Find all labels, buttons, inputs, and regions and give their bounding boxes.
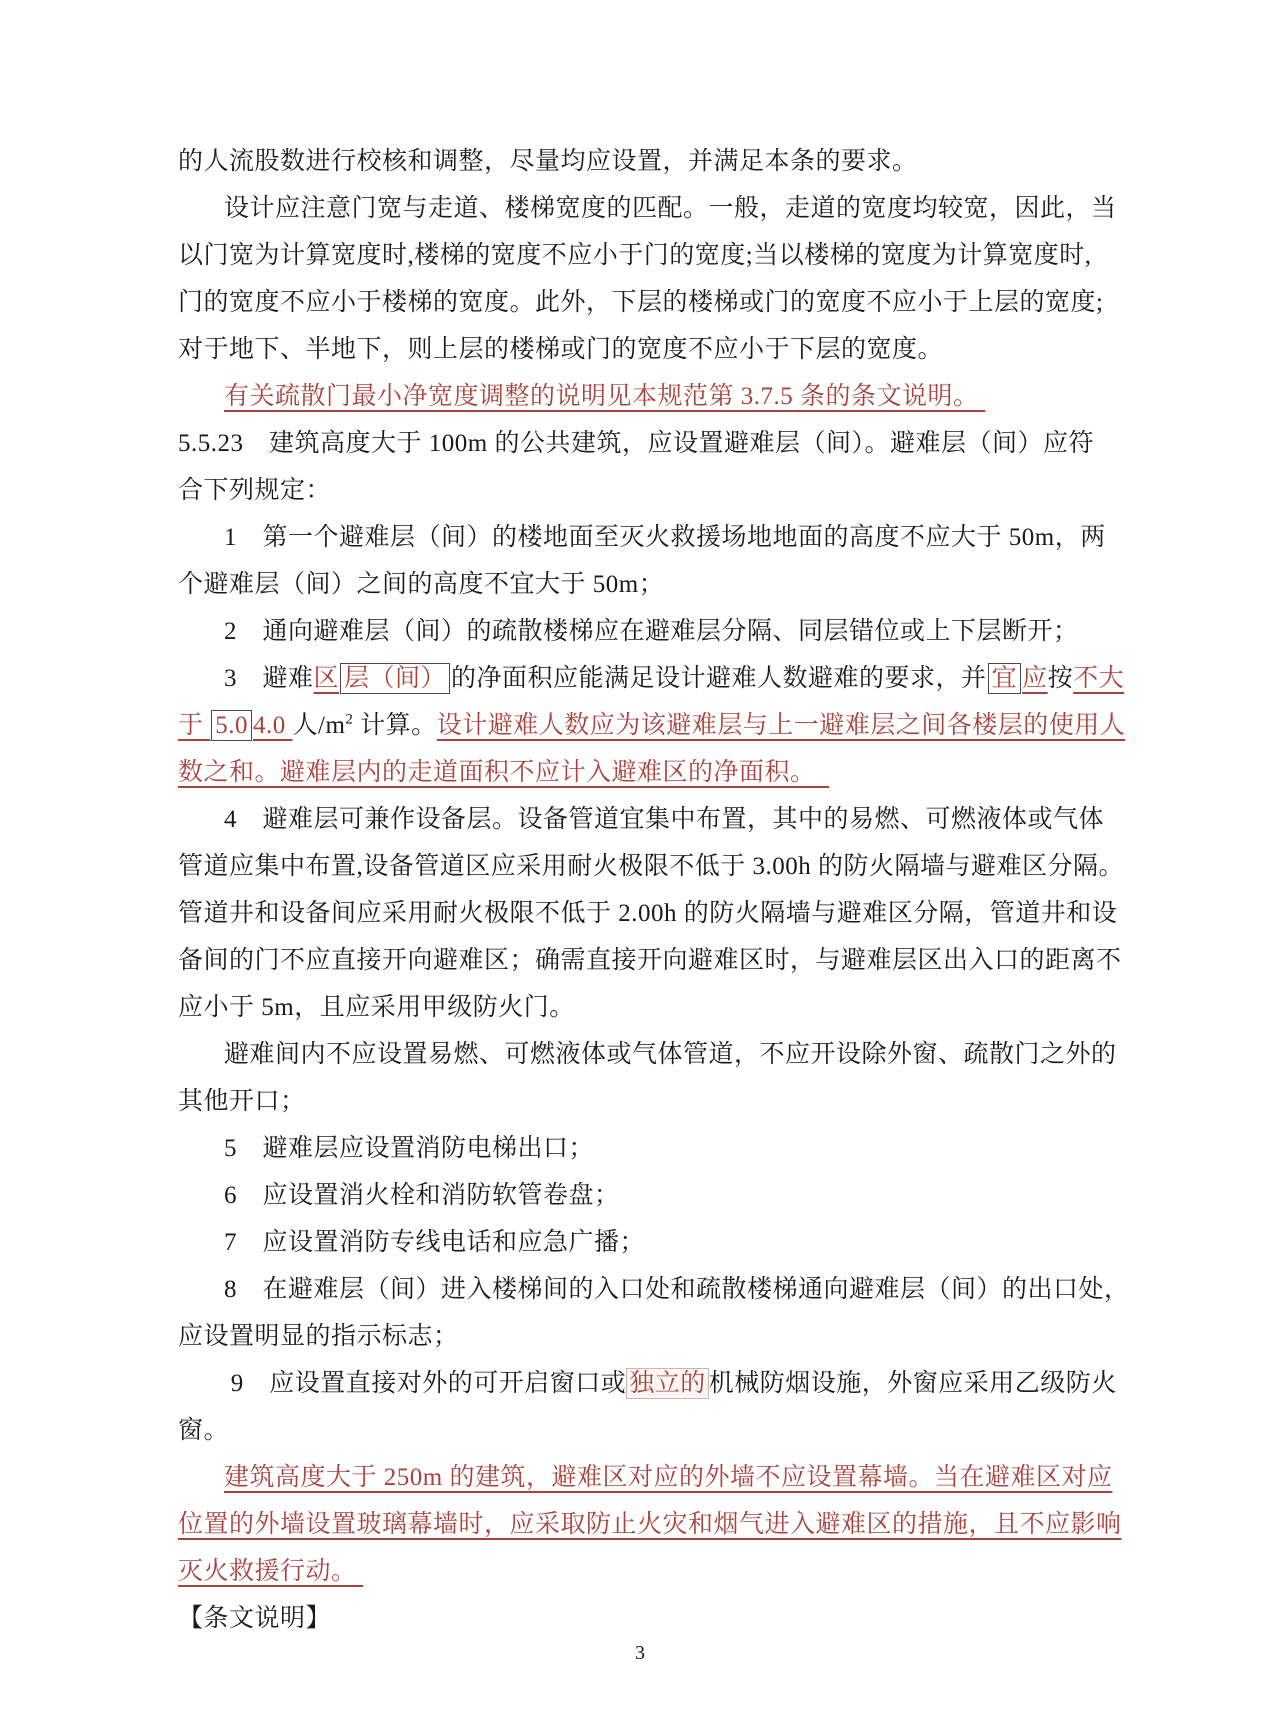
text-line (178, 514, 1140, 561)
text-line (178, 1078, 1140, 1125)
text-line (178, 232, 1140, 279)
text-run: 8 在避难层（间）进入楼梯间的入口处和疏散楼梯通向避难层（间）的出口处， (224, 1276, 1130, 1303)
text-line (178, 1031, 1140, 1078)
text-line (178, 1313, 1140, 1360)
document-body (178, 138, 1140, 1642)
inserted-text: 数之和。避难层内的走道面积不应计入避难区的净面积。 (178, 759, 830, 786)
text-line (178, 890, 1140, 937)
inserted-text: 于 (178, 712, 211, 739)
text-run: 应设置明显的指示标志； (178, 1323, 459, 1350)
text-run: 1 第一个避难层（间）的楼地面至灭火救援场地地面的高度不应大于 50m，两 (224, 524, 1106, 551)
inserted-text: 不大 (1073, 665, 1125, 692)
text-run: 机械防烟设施，外窗应采用乙级防火 (708, 1370, 1117, 1397)
text-line (178, 1266, 1140, 1313)
text-run: 的净面积应能满足设计避难人数避难的要求，并 (451, 665, 987, 692)
inserted-text: 位置的外墙设置玻璃幕墙时，应采取防止火灾和烟气进入避难区的措施，且不应影响 (178, 1511, 1122, 1538)
text-run: 4 避难层可兼作设备层。设备管道宜集中布置，其中的易燃、可燃液体或气体 (224, 806, 1105, 833)
text-run: 的人流股数进行校核和调整，尽量均应设置，并满足本条的要求。 (178, 148, 918, 175)
deleted-text-box: 宜 (988, 663, 1022, 694)
text-run: 设计应注意门宽与走道、楼梯宽度的匹配。一般，走道的宽度均较宽，因此，当 (224, 195, 1117, 222)
text-run: 应小于 5m，且应采用甲级防火门。 (178, 994, 575, 1021)
text-run: 3 避难 (224, 665, 314, 692)
revised-text-box: 独立的 (626, 1368, 709, 1399)
text-line (178, 467, 1140, 514)
text-line (178, 749, 1140, 796)
text-line (178, 1172, 1140, 1219)
text-run: 管道应集中布置,设备管道区应采用耐火极限不低于 3.00h 的防火隔墙与避难区分隔。 (178, 853, 1125, 880)
text-run: 5.5.23 建筑高度大于 100m 的公共建筑，应设置避难层（间）。避难层（间）应符 (178, 430, 1094, 457)
text-run: 避难间内不应设置易燃、可燃液体或气体管道，不应开设除外窗、疏散门之外的 (224, 1041, 1117, 1068)
text-run: 【条文说明】 (178, 1605, 332, 1632)
text-line (178, 702, 1140, 749)
superscript-text: 2 (345, 711, 354, 728)
inserted-text: 建筑高度大于 250m 的建筑，避难区对应的外墙不应设置幕墙。当在避难区对应 (224, 1464, 1113, 1491)
text-run: 合下列规定： (178, 477, 332, 504)
text-line (178, 1407, 1140, 1454)
text-run: 人/m (292, 712, 346, 739)
text-line (178, 796, 1140, 843)
text-run: 个避难层（间）之间的高度不宜大于 50m； (178, 571, 665, 598)
text-line (178, 655, 1140, 702)
text-run: 9 应设置直接对外的可开启窗口或 (224, 1370, 627, 1397)
text-run: 窗。 (178, 1417, 230, 1444)
text-line (178, 1125, 1140, 1172)
inserted-text: 应 (1022, 665, 1048, 692)
text-line (178, 1595, 1140, 1642)
inserted-text: 灭火救援行动。 (178, 1558, 364, 1585)
text-run: 管道井和设备间应采用耐火极限不低于 2.00h 的防火隔墙与避难区分隔，管道井和设 (178, 900, 1118, 927)
text-line (178, 326, 1140, 373)
text-line (178, 373, 1140, 420)
text-line (178, 1548, 1140, 1595)
text-line (178, 279, 1140, 326)
deleted-text-box: 层（间） (340, 663, 450, 694)
text-line (178, 138, 1140, 185)
text-run: 按 (1047, 665, 1074, 692)
text-line (178, 420, 1140, 467)
text-run: 以门宽为计算宽度时,楼梯的宽度不应小于门的宽度;当以楼梯的宽度为计算宽度时, (178, 242, 1092, 269)
text-run: 6 应设置消火栓和消防软管卷盘； (224, 1182, 620, 1209)
text-run: 7 应设置消防专线电话和应急广播； (224, 1229, 646, 1256)
inserted-text: 4.0 (253, 712, 293, 739)
text-line (178, 1454, 1140, 1501)
text-line (178, 608, 1140, 655)
text-line (178, 984, 1140, 1031)
inserted-text: 区 (313, 665, 340, 692)
text-run: 计算。 (353, 712, 437, 739)
text-line (178, 561, 1140, 608)
text-line (178, 937, 1140, 984)
page-number: 3 (635, 1642, 645, 1664)
inserted-text: 设计避难人数应为该避难层与上一避难层之间各楼层的使用人 (436, 712, 1126, 739)
text-run: 对于地下、半地下，则上层的楼梯或门的宽度不应小于下层的宽度。 (178, 336, 944, 363)
deleted-text-box: 5.0 (211, 710, 252, 741)
text-line (178, 1360, 1140, 1407)
text-run: 2 通向避难层（间）的疏散楼梯应在避难层分隔、同层错位或上下层断开； (224, 618, 1079, 645)
text-line (178, 1501, 1140, 1548)
text-line (178, 843, 1140, 890)
inserted-text: 有关疏散门最小净宽度调整的说明见本规范第 3.7.5 条的条文说明。 (224, 383, 986, 410)
text-run: 门的宽度不应小于楼梯的宽度。此外，下层的楼梯或门的宽度不应小于上层的宽度; (178, 289, 1104, 316)
text-run: 备间的门不应直接开向避难区；确需直接开向避难区时，与避难层区出入口的距离不 (178, 947, 1122, 974)
text-line (178, 1219, 1140, 1266)
text-run: 其他开口； (178, 1088, 306, 1115)
text-run: 5 避难层应设置消防电梯出口； (224, 1135, 595, 1162)
text-line (178, 185, 1140, 232)
